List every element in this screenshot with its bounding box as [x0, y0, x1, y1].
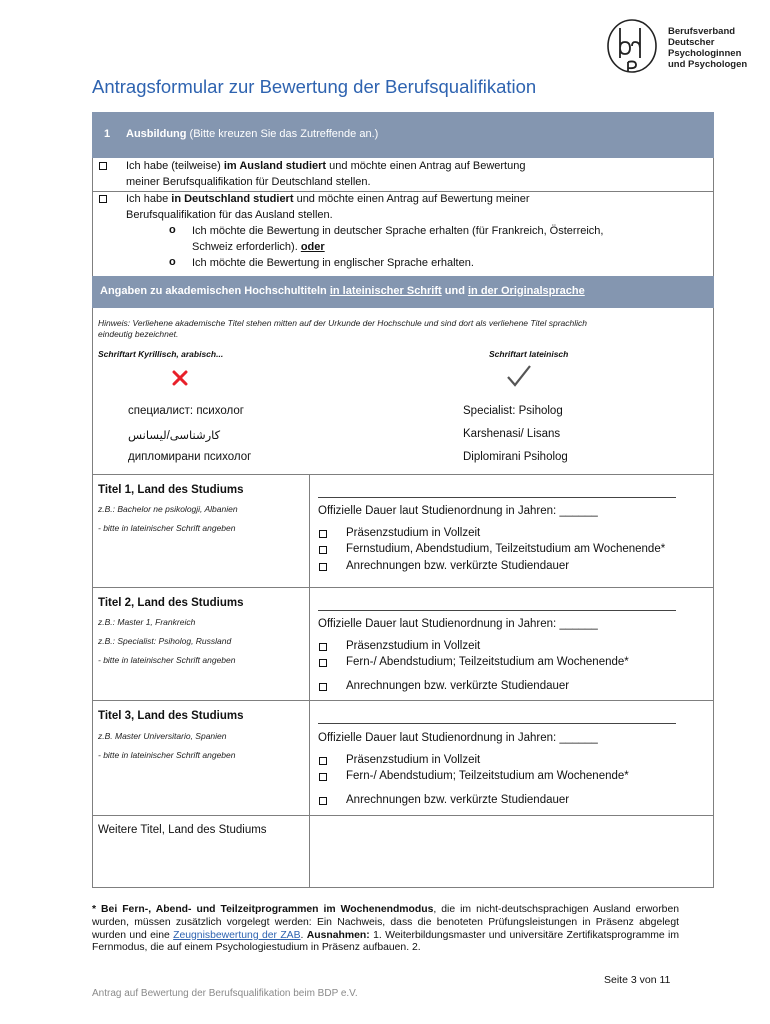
example-latin-2: Karshenasi/ Lisans — [463, 428, 561, 440]
sub-option-english: Ich möchte die Bewertung in englischer Sprache erhalten. — [192, 257, 474, 269]
checkbox-praesenz[interactable] — [319, 530, 327, 538]
section-2-title: Angaben zu akademischen Hochschultiteln in lateinischer Schrift und in der Originalsprache — [100, 285, 585, 297]
option-germany-line2: Berufsqualifikation für das Ausland stellen. — [126, 209, 333, 221]
titel-3-label: Titel 3, Land des Studiums — [98, 710, 244, 722]
titel-3-hint: - bitte in lateinischer Schrift angeben — [98, 750, 236, 760]
further-titles-label: Weitere Titel, Land des Studiums — [98, 824, 267, 836]
logo-line: Psychologinnen — [668, 48, 742, 59]
example-arabic: کارشناسی/لیسانس — [128, 430, 221, 442]
option-label: Präsenzstudium in Vollzeit — [346, 640, 481, 652]
divider — [92, 474, 714, 475]
section-2-header — [92, 276, 714, 308]
section-title: Ausbildung (Bitte kreuzen Sie das Zutreffende an.) — [126, 128, 379, 140]
example-latin-3: Diplomirani Psiholog — [463, 451, 568, 463]
checkbox-anrechnungen[interactable] — [319, 683, 327, 691]
divider — [92, 587, 714, 588]
checkbox-fernstudium[interactable] — [319, 773, 327, 781]
option-label: Präsenzstudium in Vollzeit — [346, 754, 481, 766]
titel-2-label: Titel 2, Land des Studiums — [98, 597, 244, 609]
titel-1-hint: z.B.: Bachelor ne psikologji, Albanien — [98, 504, 238, 514]
example-cyrillic-1: специалист: психолог — [128, 405, 244, 417]
divider — [92, 700, 714, 701]
checkbox-abroad[interactable] — [99, 162, 107, 170]
example-cyrillic-2: дипломирани психолог — [128, 451, 252, 463]
option-label: Präsenzstudium in Vollzeit — [346, 527, 481, 539]
checkbox-praesenz[interactable] — [319, 643, 327, 651]
checkbox-praesenz[interactable] — [319, 757, 327, 765]
notice-text: Hinweis: Verliehene akademische Titel stehen mitten auf der Urkunde der Hochschule und sind dort als verliehene Titel sprachlich eindeutig bezeichnet. — [98, 318, 588, 339]
titel-1-label: Titel 1, Land des Studiums — [98, 484, 244, 496]
column-label-cyrillic: Schriftart Kyrillisch, arabisch... — [98, 349, 224, 359]
titel-3-input-line[interactable] — [318, 723, 676, 724]
sub-option-german-line2: Schweiz erforderlich). oder — [192, 241, 325, 253]
logo-line: und Psychologen — [668, 59, 748, 70]
titel-1-duration: Offizielle Dauer laut Studienordnung in Jahren: ______ — [318, 505, 598, 517]
checkbox-fernstudium[interactable] — [319, 546, 327, 554]
checkmark-icon — [506, 364, 532, 393]
logo-line: Deutscher — [668, 37, 715, 48]
titel-3-hint: z.B. Master Universitario, Spanien — [98, 731, 227, 741]
titel-2-duration: Offizielle Dauer laut Studienordnung in Jahren: ______ — [318, 618, 598, 630]
logo-line: Berufsverband — [668, 26, 736, 37]
sub-option-german-line1: Ich möchte die Bewertung in deutscher Sprache erhalten (für Frankreich, Österreich, — [192, 225, 604, 237]
checkbox-anrechnungen[interactable] — [319, 563, 327, 571]
page-number: Seite 3 von 11 — [604, 974, 671, 986]
titel-1-hint: - bitte in lateinischer Schrift angeben — [98, 523, 236, 533]
page-title: Antragsformular zur Bewertung der Berufsqualifikation — [92, 76, 537, 97]
logo-wordmark — [668, 26, 747, 70]
section-number: 1 — [104, 128, 111, 140]
section-1-header — [92, 112, 714, 158]
option-label: Fernstudium, Abendstudium, Teilzeitstudium am Wochenende* — [346, 543, 666, 555]
radio-german[interactable]: o — [169, 224, 176, 236]
bdp-logo-icon — [606, 18, 658, 76]
titel-2-hint: - bitte in lateinischer Schrift angeben — [98, 655, 236, 665]
titel-2-hint: z.B.: Specialist: Psiholog, Russland — [98, 636, 232, 646]
option-label: Anrechnungen bzw. verkürzte Studiendauer — [346, 680, 570, 692]
titel-1-input-line[interactable] — [318, 497, 676, 498]
option-label: Fern-/ Abendstudium; Teilzeitstudium am Wochenende* — [346, 656, 629, 668]
titel-3-duration: Offizielle Dauer laut Studienordnung in Jahren: ______ — [318, 732, 598, 744]
red-x-icon — [172, 370, 188, 391]
checkbox-fernstudium[interactable] — [319, 659, 327, 667]
checkbox-anrechnungen[interactable] — [319, 797, 327, 805]
option-label: Anrechnungen bzw. verkürzte Studiendauer — [346, 794, 570, 806]
option-abroad-line2: meiner Berufsqualifikation für Deutschland stellen. — [126, 176, 371, 188]
radio-english[interactable]: o — [169, 256, 176, 268]
example-latin-1: Specialist: Psiholog — [463, 405, 563, 417]
option-germany-line1: Ich habe in Deutschland studiert und möchte einen Antrag auf Bewertung meiner — [126, 193, 530, 205]
page-footer: Antrag auf Bewertung der Berufsqualifikation beim BDP e.V. — [92, 988, 358, 999]
option-label: Anrechnungen bzw. verkürzte Studiendauer — [346, 560, 570, 572]
option-abroad-line1: Ich habe (teilweise) im Ausland studiert und möchte einen Antrag auf Bewertung — [126, 160, 526, 172]
column-label-latin: Schriftart lateinisch — [489, 349, 569, 359]
checkbox-germany[interactable] — [99, 195, 107, 203]
further-titles-field[interactable] — [310, 816, 713, 887]
zab-link[interactable]: Zeugnisbewertung der ZAB — [173, 929, 301, 941]
titel-2-hint: z.B.: Master 1, Frankreich — [98, 617, 196, 627]
option-label: Fern-/ Abendstudium; Teilzeitstudium am Wochenende* — [346, 770, 629, 782]
titel-2-input-line[interactable] — [318, 610, 676, 611]
footnote: * Bei Fern-, Abend- und Teilzeitprogrammen im Wochenendmodus, die im nicht-deutschsprachigen Ausland erworben wurden, müssen zusätzlich vorgelegt werden: Ein Nachweis, dass die benoteten Prüfungsleistungen in Präsenz abgelegt wurden und eine Zeugnisbewertung der ZAB. Ausnahmen: 1. Weiterbildungsmaster und universitäre Zertifikatsprogramme im Fernmodus, die auf einem Psychologiestudium in Präsenz aufbauen. 2. — [92, 904, 680, 954]
